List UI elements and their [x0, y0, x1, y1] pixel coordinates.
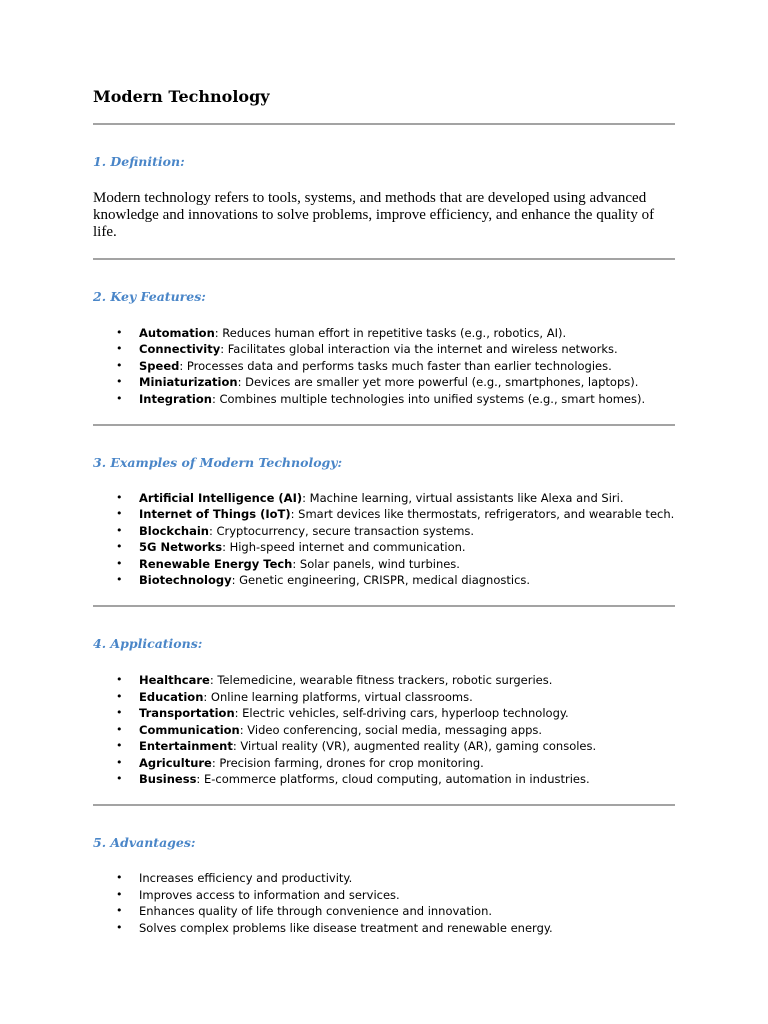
key-features-list	[93, 325, 675, 407]
item-description: : Combines multiple technologies into unified systems (e.g., smart homes).	[211, 391, 646, 406]
bullet-icon: •	[116, 722, 123, 736]
item-description: : Genetic engineering, CRISPR, medical diagnostics.	[231, 573, 531, 588]
list-item	[93, 572, 675, 588]
bullet-icon: •	[116, 673, 123, 687]
item-description: : Devices are smaller yet more powerful (e.g., smartphones, laptops).	[237, 375, 639, 390]
item-description: Improves access to information and services.	[139, 887, 400, 902]
bullet-icon: •	[116, 523, 123, 537]
advantages-list	[93, 870, 675, 936]
item-term: Education	[139, 689, 204, 704]
item-description: Enhances quality of life through convenience and innovation.	[139, 904, 493, 919]
section-heading-definition: 1. Definition:	[93, 154, 185, 169]
list-item	[93, 391, 675, 407]
bullet-icon: •	[116, 871, 123, 885]
item-description: : Electric vehicles, self-driving cars, hyperloop technology.	[234, 706, 569, 721]
bullet-icon: •	[116, 326, 123, 339]
list-item	[93, 325, 675, 341]
list-item	[93, 705, 675, 721]
item-description: : Online learning platforms, virtual classrooms.	[203, 689, 473, 704]
item-description: : Virtual reality (VR), augmented reality (AR), gaming consoles.	[232, 739, 597, 754]
divider	[93, 123, 675, 125]
item-term: Transportation	[139, 706, 235, 721]
item-term: Automation	[139, 326, 215, 340]
bullet-icon: •	[116, 342, 123, 356]
item-term: Blockchain	[139, 523, 209, 538]
section-heading-key-features: 2. Key Features:	[93, 289, 206, 304]
item-term: Internet of Things (IoT)	[139, 507, 291, 522]
bullet-icon: •	[116, 358, 123, 372]
item-term: Agriculture	[139, 755, 212, 770]
item-description: : Video conferencing, social media, messaging apps.	[239, 722, 543, 737]
item-term: Artificial Intelligence (AI)	[139, 491, 303, 506]
bullet-icon: •	[116, 739, 123, 753]
bullet-icon: •	[116, 920, 123, 934]
item-description: : Solar panels, wind turbines.	[292, 556, 460, 571]
item-description: Increases efficiency and productivity.	[139, 871, 353, 886]
bullet-icon: •	[116, 706, 123, 720]
list-item	[93, 556, 675, 572]
examples-list	[93, 490, 675, 588]
item-term: Communication	[139, 722, 240, 737]
list-item	[93, 887, 675, 903]
item-description: : High-speed internet and communication.	[222, 540, 466, 555]
bullet-icon: •	[116, 391, 123, 405]
item-term: Biotechnology	[139, 573, 232, 588]
list-item	[93, 523, 675, 539]
item-description: : Reduces human effort in repetitive tasks (e.g., robotics, AI).	[214, 326, 567, 340]
list-item	[93, 341, 675, 357]
document-title: Modern Technology	[93, 87, 270, 106]
bullet-icon: •	[116, 375, 123, 389]
item-term: Speed	[139, 358, 180, 373]
list-item	[93, 672, 675, 688]
list-item	[93, 771, 675, 787]
document-page	[93, 86, 675, 936]
item-description: : Machine learning, virtual assistants like Alexa and Siri.	[302, 491, 624, 506]
bullet-icon: •	[116, 755, 123, 769]
item-description: : Precision farming, drones for crop monitoring.	[211, 755, 484, 770]
bullet-icon: •	[116, 556, 123, 570]
list-item	[93, 490, 675, 506]
bullet-icon: •	[116, 904, 123, 918]
item-term: Healthcare	[139, 673, 210, 688]
bullet-icon: •	[116, 689, 123, 703]
bullet-icon: •	[116, 771, 123, 785]
applications-list	[93, 672, 675, 787]
item-term: Business	[139, 771, 197, 786]
divider	[93, 424, 675, 426]
list-item	[93, 738, 675, 754]
list-item	[93, 722, 675, 738]
item-term: Entertainment	[139, 739, 233, 754]
list-item	[93, 870, 675, 886]
bullet-icon: •	[116, 573, 123, 587]
bullet-icon: •	[116, 507, 123, 521]
divider	[93, 258, 675, 260]
item-description: : Cryptocurrency, secure transaction systems.	[208, 523, 475, 538]
item-term: 5G Networks	[139, 540, 223, 555]
item-description: : Facilitates global interaction via the internet and wireless networks.	[220, 342, 618, 357]
list-item	[93, 374, 675, 390]
definition-text: Modern technology refers to tools, systems, and methods that are developed using advanced knowledge and innovations to solve problems, improve efficiency, and enhance the quality of life.	[93, 190, 655, 240]
list-item	[93, 358, 675, 374]
item-term: Renewable Energy Tech	[139, 556, 293, 571]
section-heading-examples: 3. Examples of Modern Technology:	[93, 455, 343, 471]
item-term: Integration	[139, 391, 212, 406]
item-description: : E-commerce platforms, cloud computing, automation in industries.	[196, 771, 590, 786]
item-term: Connectivity	[139, 342, 221, 357]
list-item	[93, 755, 675, 771]
list-item	[93, 903, 675, 919]
item-description: Solves complex problems like disease treatment and renewable energy.	[139, 920, 553, 935]
item-description: : Telemedicine, wearable fitness trackers, robotic surgeries.	[209, 673, 553, 688]
divider	[93, 804, 675, 806]
list-item	[93, 506, 675, 522]
item-description: : Smart devices like thermostats, refrigerators, and wearable tech.	[290, 507, 675, 522]
list-item	[93, 539, 675, 555]
divider	[93, 605, 675, 607]
section-heading-advantages: 5. Advantages:	[93, 835, 196, 851]
item-term: Miniaturization	[139, 375, 238, 390]
bullet-icon: •	[116, 540, 123, 554]
section-heading-applications: 4. Applications:	[93, 636, 203, 652]
list-item	[93, 689, 675, 705]
item-description: : Processes data and performs tasks much faster than earlier technologies.	[179, 358, 612, 373]
list-item	[93, 920, 675, 936]
bullet-icon: •	[116, 887, 123, 901]
bullet-icon: •	[116, 491, 123, 505]
